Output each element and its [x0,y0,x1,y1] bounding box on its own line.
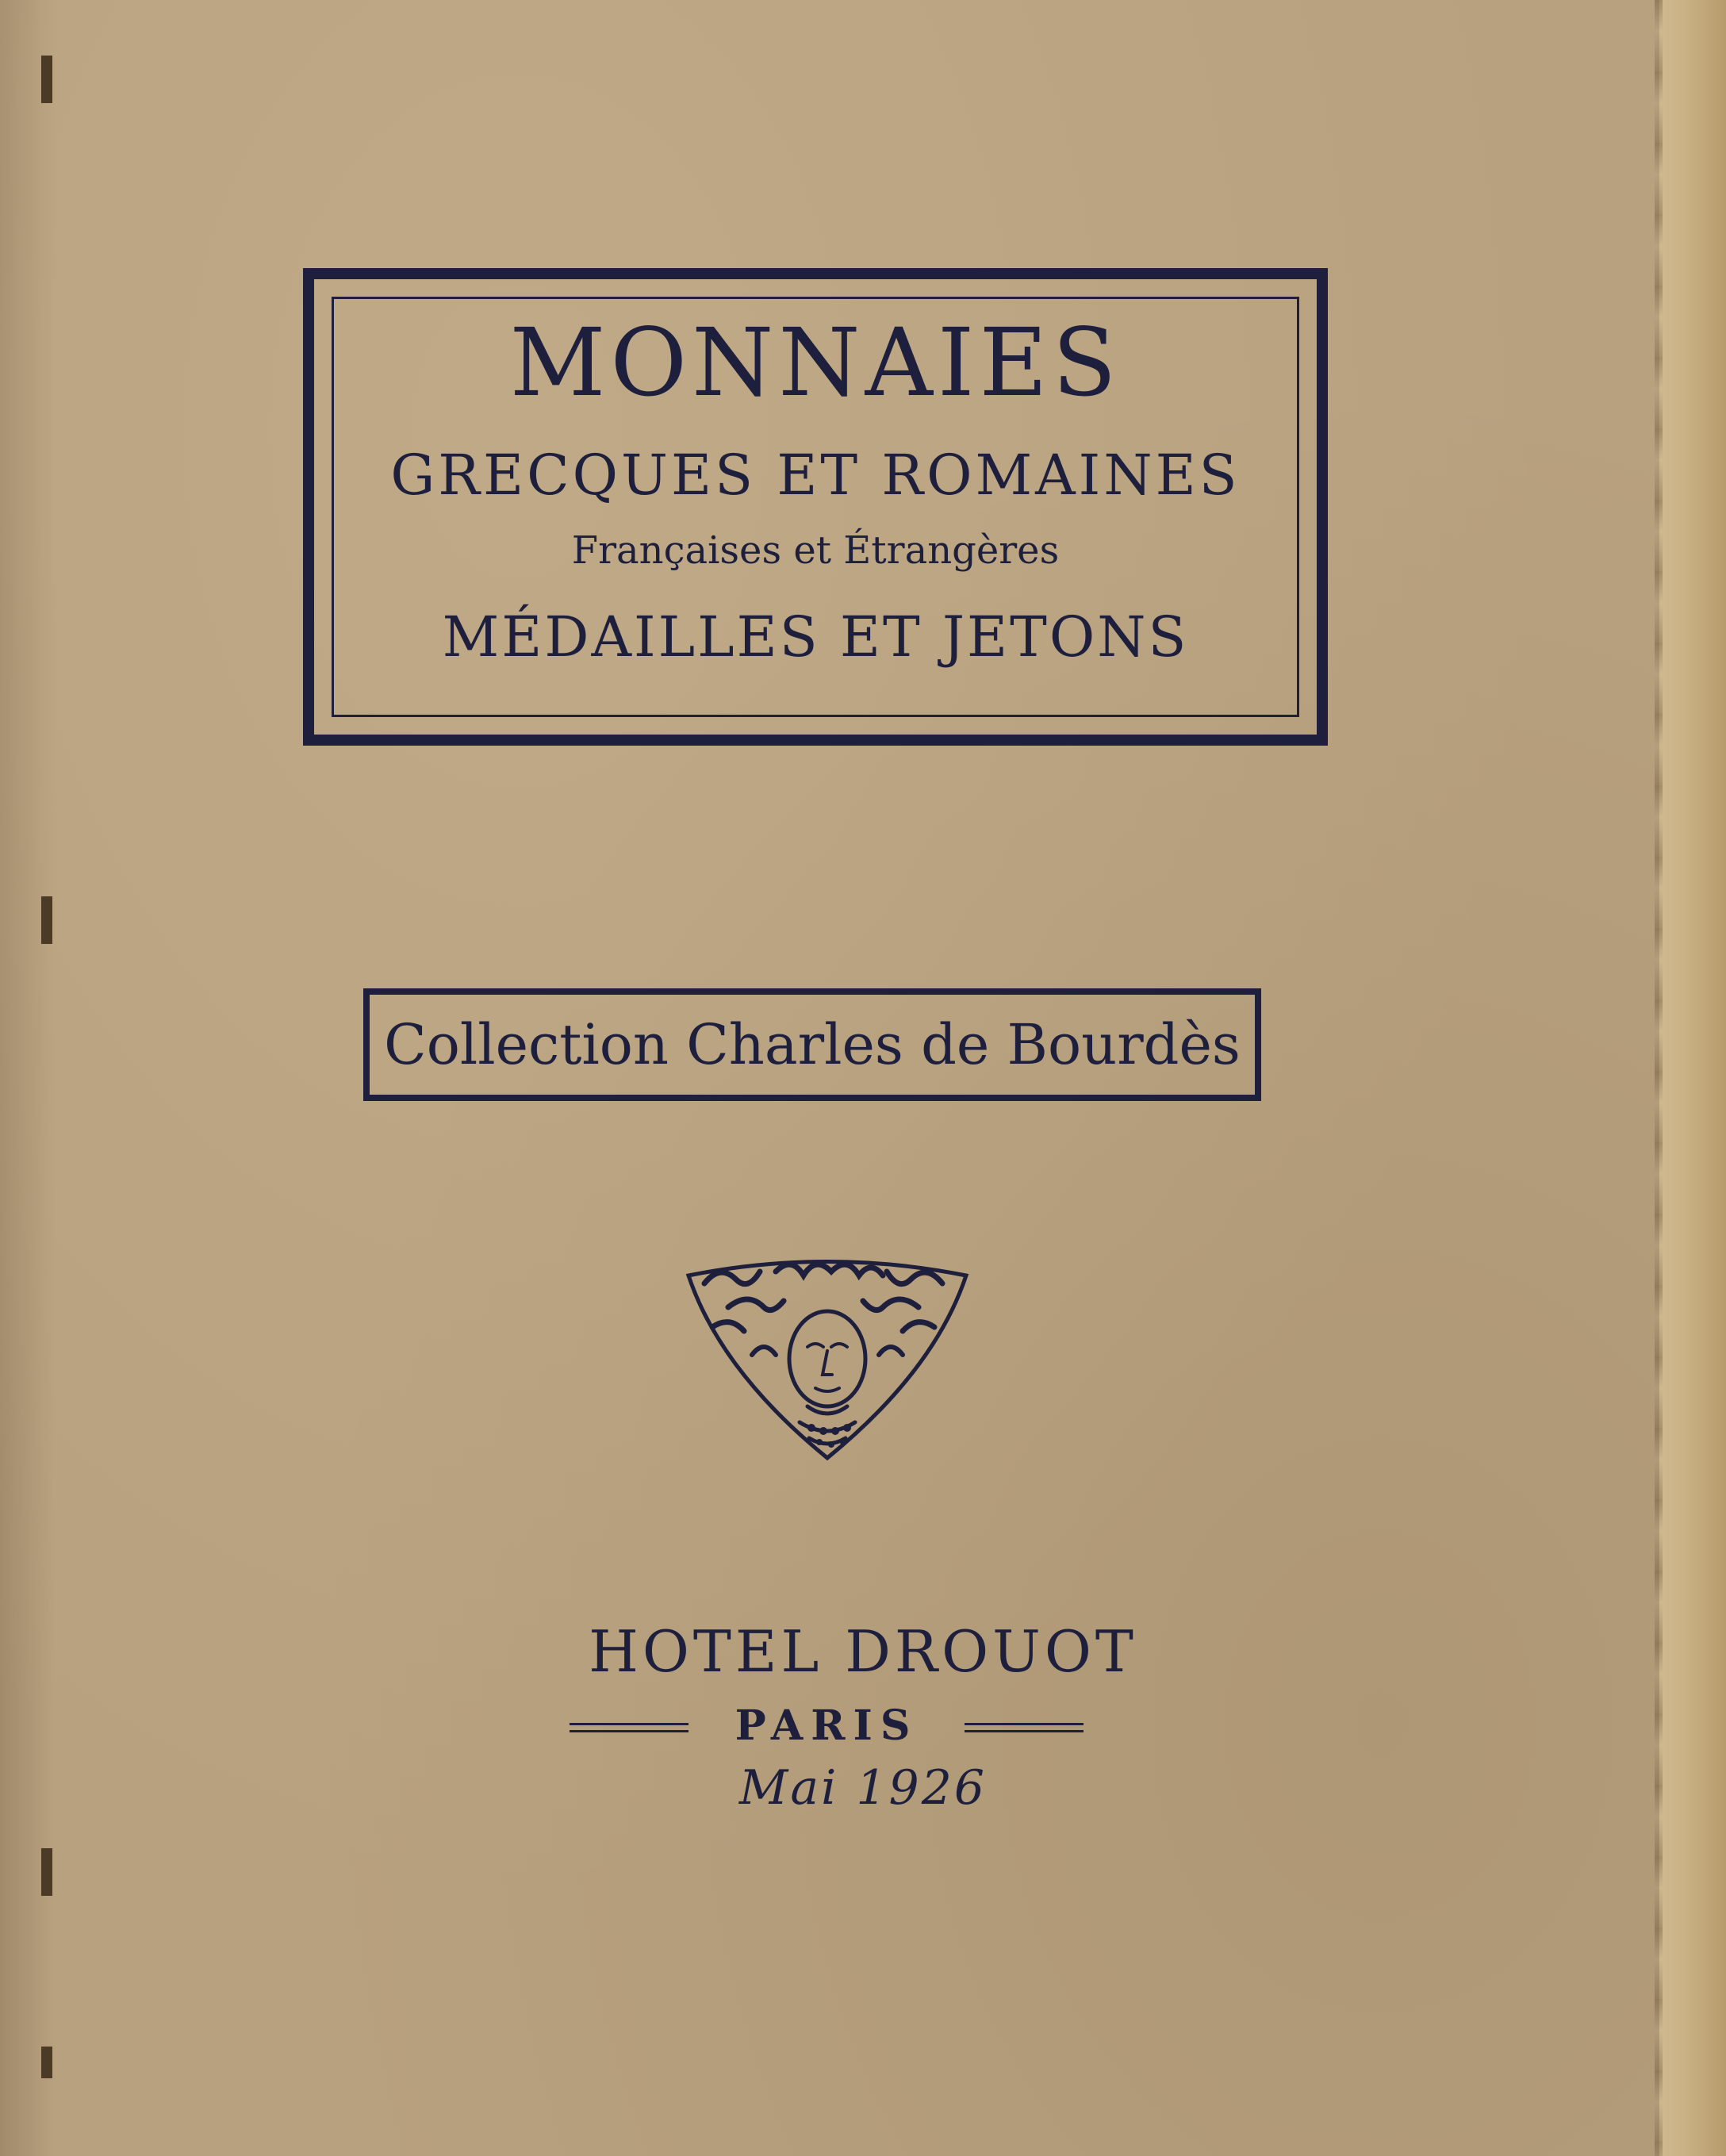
title-line-2: GRECQUES ET ROMAINES [390,443,1241,508]
double-rule-divider [965,1723,1084,1732]
title-frame [303,268,1328,746]
worn-right-edge [1659,0,1726,2156]
binding-mark [41,1848,52,1896]
venue-name: HOTEL DROUOT [589,1618,1137,1685]
collection-name: Collection Charles de Bourdès [384,1012,1241,1077]
title-line-4: MÉDAILLES ET JETONS [442,604,1189,669]
collection-box [363,988,1261,1101]
city-row [570,1702,1084,1753]
binding-mark [41,56,52,103]
title-line-3: Françaises et Étrangères [571,528,1060,573]
city-name: PARIS [735,1701,919,1750]
sale-date: Mai 1926 [738,1760,988,1816]
medusa-head-icon [681,1252,974,1466]
binding-mark [41,896,52,944]
title-line-1: MONNAIES [509,308,1122,417]
binding-mark [41,2047,52,2078]
